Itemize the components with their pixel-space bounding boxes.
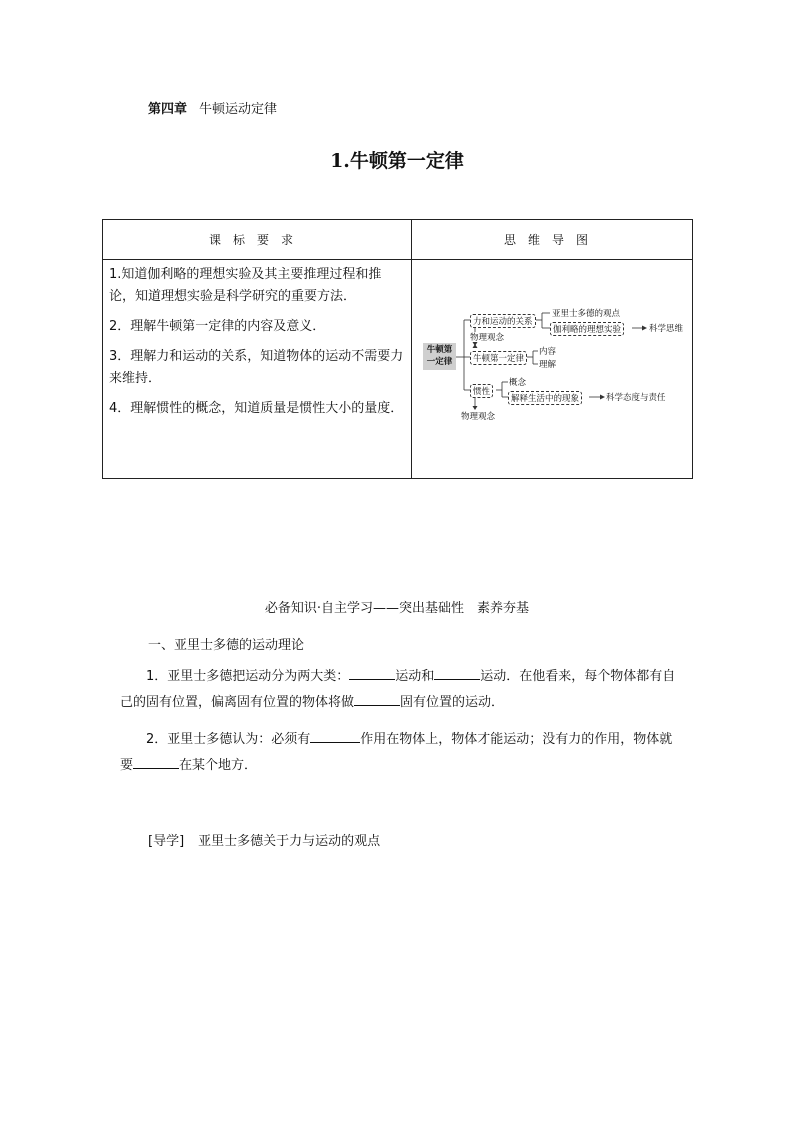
- fill-blank[interactable]: [349, 665, 395, 680]
- mindmap-node-aristotle: 亚里士多德的观点: [552, 309, 621, 319]
- fill-blank[interactable]: [354, 691, 400, 706]
- mindmap-root: [423, 343, 456, 370]
- requirement-item: 2．理解牛顿第一定律的内容及意义．: [109, 319, 326, 334]
- fill-blank[interactable]: [133, 754, 179, 769]
- requirement-item: 1.知道伽利略的理想实验及其主要推理过程和推论，知道理想实验是科学研究的重要方法．: [109, 267, 382, 304]
- mindmap-node-concept: 概念: [509, 378, 527, 388]
- mindmap-node-first-law: 牛顿第一定律: [470, 351, 527, 365]
- guide-tag: [导学]: [148, 834, 185, 849]
- page-title: 1.牛顿第一定律: [330, 150, 464, 172]
- requirements-cell: [103, 260, 412, 479]
- mindmap-node-inertia: 惯性: [470, 384, 493, 398]
- mindmap-node-force-motion: 力和运动的关系: [470, 314, 536, 328]
- chapter-name: 牛顿运动定律: [199, 102, 278, 117]
- mindmap-node-galileo: 伽利略的理想实验: [550, 322, 624, 336]
- guide-line: [148, 830, 380, 849]
- mindmap-note-physics-concept: 物理观念: [461, 412, 496, 422]
- mindmap-node-understanding: 理解: [539, 360, 557, 370]
- text-run: 运动和: [395, 669, 435, 684]
- requirements-table: [102, 219, 693, 479]
- paragraph-1: [120, 664, 680, 716]
- header-mindmap: 思维导图: [412, 220, 693, 260]
- requirement-item: 3．理解力和运动的关系，知道物体的运动不需要力来维持．: [109, 349, 404, 386]
- mindmap-node-content: 内容: [539, 347, 557, 357]
- mindmap-node-attitude: 科学态度与责任: [606, 393, 666, 403]
- header-requirements: 课标要求: [103, 220, 412, 260]
- mindmap-cell: [412, 260, 693, 479]
- fill-blank[interactable]: [310, 728, 360, 743]
- section-heading: 必备知识·自主学习——突出基础性 素养夯基: [264, 601, 530, 616]
- mindmap-note-physics-concept: 物理观念: [470, 333, 505, 343]
- subsection-title: 一、亚里士多德的运动理论: [148, 638, 305, 653]
- text-run: 作用在物体上，物体才能运动；没有力的作用，物体就要: [120, 732, 673, 773]
- fill-blank[interactable]: [434, 665, 480, 680]
- chapter-label: 第四章: [148, 102, 188, 117]
- text-run: 2．亚里士多德认为：必须有: [146, 732, 311, 747]
- paragraph-2: [120, 727, 680, 779]
- mindmap-node-explain-phenomena: 解释生活中的现象: [508, 391, 582, 405]
- text-run: 在某个地方．: [179, 758, 258, 773]
- mindmap-node-scientific-thinking: 科学思维: [649, 324, 684, 334]
- text-run: 1．亚里士多德把运动分为两大类：: [146, 669, 350, 684]
- text-run: 固有位置的运动．: [400, 695, 505, 710]
- chapter-heading: [148, 98, 277, 117]
- requirement-item: 4．理解惯性的概念，知道质量是惯性大小的量度．: [109, 401, 404, 416]
- mindmap-root-text: 牛顿第一定律: [426, 345, 453, 367]
- text-run: 运动．在他看来，每个物体都有自己的固有位置，偏离固有位置的物体将做: [120, 669, 676, 710]
- guide-text: 亚里士多德关于力与运动的观点: [198, 834, 381, 849]
